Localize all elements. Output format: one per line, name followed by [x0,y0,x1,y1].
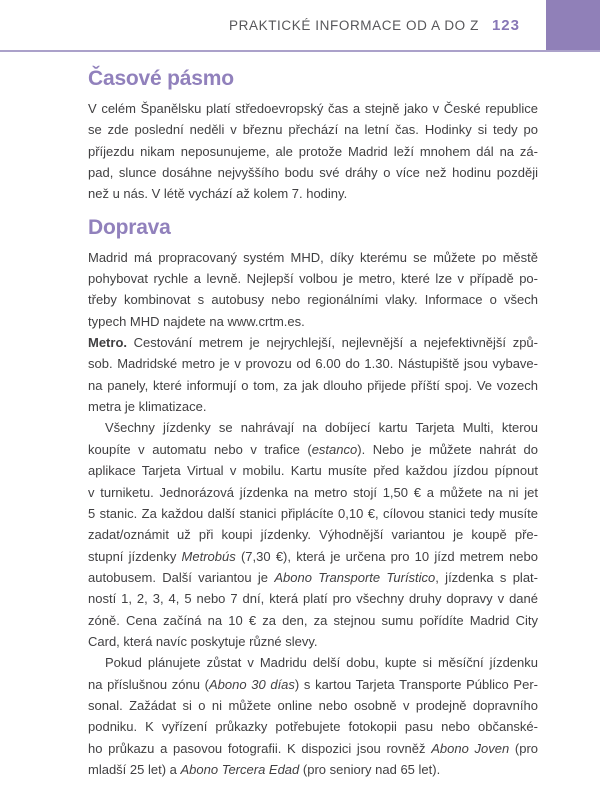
text-line [88,503,538,524]
text-line [88,119,538,140]
text-line [88,631,538,652]
text-segment: sob. Madridské metro je v provozu od 6.00 do 1.30. Nástupiště jsou vybave- [88,356,538,372]
text-segment: estanco [311,441,358,457]
text-segment: aplikace Tarjeta Virtual v mobilu. Kartu musíte před každou jízdou pípnout [88,463,538,479]
text-line [88,375,538,396]
text-segment: Card, která navíc poskytuje různé slevy. [88,633,318,649]
section-heading: Časové pásmo [88,67,234,90]
section [88,66,538,205]
text-line [88,332,538,353]
section [88,215,538,781]
text-line [88,695,538,716]
page-number: 123 [491,16,520,34]
header-title: PRAKTICKÉ INFORMACE OD A DO Z [229,17,479,33]
text-segment: než u nás. V létě vychází až kolem 7. hodiny. [88,186,348,202]
paragraph [88,98,538,205]
text-line [88,567,538,588]
text-line [88,716,538,737]
text-line [88,311,538,332]
text-line [88,162,538,183]
text-line [88,546,538,567]
text-segment: koupíte v automatu nebo v trafice ( [88,441,312,457]
text-segment: na příslušnou zónu ( [88,676,209,692]
text-segment: na panely, které informují o tom, za jak dlouho přijede příští spoj. Ve vozech [88,377,538,393]
text-segment: příjezdu nikam neposunujeme, ale protože Madrid leží mnohem dál na zá- [88,143,538,159]
text-line [88,439,538,460]
text-segment: , jízdenka s plat- [435,569,538,585]
text-line [88,141,538,162]
text-segment: mladší 25 let) a [88,761,181,777]
text-segment: (pro [509,740,538,756]
text-line [88,396,538,417]
text-segment: Pokud plánujete zůstat v Madridu delší dobu, kupte si měsíční jízdenku [105,655,538,671]
text-line [88,247,538,268]
text-segment: Cestování metrem je nejrychlejší, nejlevnější a nejefektivnější způ- [127,335,538,351]
text-segment: ností 1, 2, 3, 4, 5 nebo 7 dní, která platí pro všechny druhy dopravy v dané [88,591,538,607]
text-segment: typech MHD najdete na www.crtm.es. [88,313,305,329]
content [88,66,538,780]
text-segment: pad, slunce dosáhne nejvyššího bodu své dráhy o více než hodinu později [88,165,538,181]
text-line [88,759,538,780]
text-segment: zóně. Cena začíná na 10 € za den, za stejnou sumu pořídíte Madrid City [88,612,538,628]
text-segment: ho průkazu a pasovou fotografii. K dispozici jsou rovněž [88,740,432,756]
text-line [88,268,538,289]
text-segment: se zde poslední neděli v březnu přechází na letní čas. Hodinky si tedy po [88,122,538,138]
text-segment: (7,30 €), která je určena pro 10 jízd metrem nebo [235,548,538,564]
text-segment: ). Nebo je můžete nahrát do [357,441,538,457]
text-segment: Abono Transporte Turístico [274,569,436,585]
corner-accent-block [546,0,600,50]
running-header [0,0,600,50]
text-line [88,588,538,609]
text-segment: Abono Tercera Edad [180,761,300,777]
text-segment: stupní jízdenky [88,548,182,564]
text-segment: sonal. Zažádat si o ni můžete online nebo osobně v prodejně dopravního [88,697,538,713]
text-segment: třeby kombinovat s autobusy nebo regionálními vlaky. Informace o všech [88,292,538,308]
text-segment: metra je klimatizace. [88,399,207,415]
text-segment: 5 stanic. Za každou další stanici připlácíte 0,10 €, cílovou stanici tedy musíte [88,505,538,521]
text-line [88,353,538,374]
paragraph [88,332,538,417]
text-line [88,183,538,204]
text-segment: zadat/oznámit už při koupi jízdenky. Výhodnější variantou je koupě pře- [88,527,538,543]
header-rule [0,50,600,52]
text-line [88,738,538,759]
paragraph [88,652,538,780]
text-line [88,289,538,310]
text-segment: autobusem. Další variantou je [88,569,275,585]
text-segment: (pro seniory nad 65 let). [299,761,441,777]
paragraph [88,247,538,332]
text-line [88,98,538,119]
text-segment: Abono Joven [431,740,510,756]
text-segment: V celém Španělsku platí středoevropský čas a stejně jako v České republice [88,101,538,116]
text-segment: Abono 30 días [208,676,295,692]
text-segment: Všechny jízdenky se nahrávají na dobíjecí kartu Tarjeta Multi, kterou [105,420,538,436]
text-line [88,460,538,481]
text-line [88,674,538,695]
text-segment: Metrobús [181,548,236,564]
text-segment: Metro. [88,335,127,351]
paragraph [88,417,538,652]
section-heading: Doprava [88,215,171,239]
text-segment: pohybovat rychle a levně. Nejlepší volbou je metro, které lze v případě po- [88,271,538,287]
text-line [88,417,538,438]
text-line [88,482,538,503]
text-line [88,524,538,545]
text-segment: v turniketu. Jednorázová jízdenka na metro stojí 1,50 € a můžete na ni jet [88,484,538,500]
text-line [88,652,538,673]
text-segment: ) s kartou Tarjeta Transporte Público Per- [294,676,538,692]
text-line [88,610,538,631]
text-segment: Madrid má propracovaný systém MHD, díky kterému se můžete po městě [88,249,538,265]
text-segment: podniku. K vyřízení průkazky potřebujete fotokopii pasu nebo občanské- [88,719,538,735]
